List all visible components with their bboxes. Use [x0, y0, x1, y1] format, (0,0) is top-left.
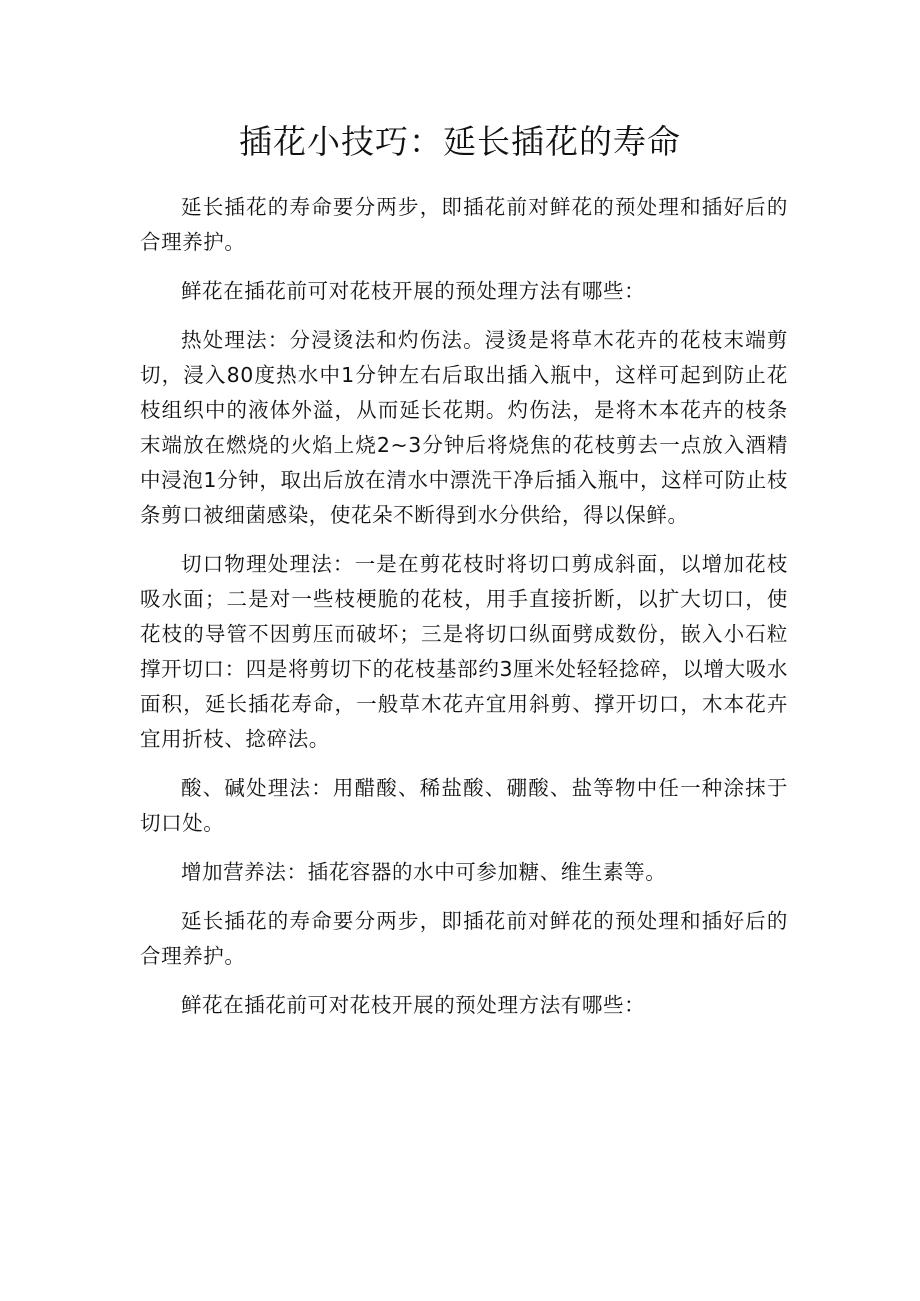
paragraph-cut-treatment: 切口物理处理法：一是在剪花枝时将切口剪成斜面，以增加花枝吸水面；二是对一些枝梗脆的花枝，用手直接折断，以扩大切口，使花枝的导管不因剪压而破坏；三是将切口纵面劈成数份，嵌入小石粒撑开切口：四是将剪切下的花枝基部约3厘米处轻轻捻碎，以增大吸水面积，延长插花寿命，一般草木花卉宜用斜剪、撑开切口，木本花卉宜用折枝、捻碎法。: [140, 552, 788, 751]
paragraph-acid-alkali-treatment: 酸、碱处理法：用醋酸、稀盐酸、硼酸、盐等物中任一种涂抹于切口处。: [140, 776, 788, 835]
paragraph-heat-treatment: 热处理法：分浸烫法和灼伤法。浸烫是将草木花卉的花枝末端剪切，浸入80度热水中1分钟左右后取出插入瓶中，这样可起到防止花枝组织中的液体外溢，从而延长花期。灼伤法，是将木本花卉的枝条末端放在燃烧的火焰上烧2~3分钟后将烧焦的花枝剪去一点放入酒精中浸泡1分钟，取出后放在清水中漂洗干净后插入瓶中，这样可防止枝条剪口被细菌感染，使花朵不断得到水分供给，得以保鲜。: [140, 328, 788, 527]
paragraph-nutrition-method: 增加营养法：插花容器的水中可参加糖、维生素等。: [181, 860, 667, 884]
document-body: [140, 190, 788, 1037]
document-title: 插花小技巧：延长插花的寿命: [239, 122, 681, 161]
paragraph-pretreatment-question-repeat: 鲜花在插花前可对花枝开展的预处理方法有哪些：: [181, 993, 646, 1017]
paragraph-pretreatment-question: 鲜花在插花前可对花枝开展的预处理方法有哪些：: [181, 279, 646, 303]
paragraph-intro: 延长插花的寿命要分两步，即插花前对鲜花的预处理和插好后的合理养护。: [140, 195, 788, 254]
paragraph-intro-repeat: 延长插花的寿命要分两步，即插花前对鲜花的预处理和插好后的合理养护。: [140, 909, 788, 968]
